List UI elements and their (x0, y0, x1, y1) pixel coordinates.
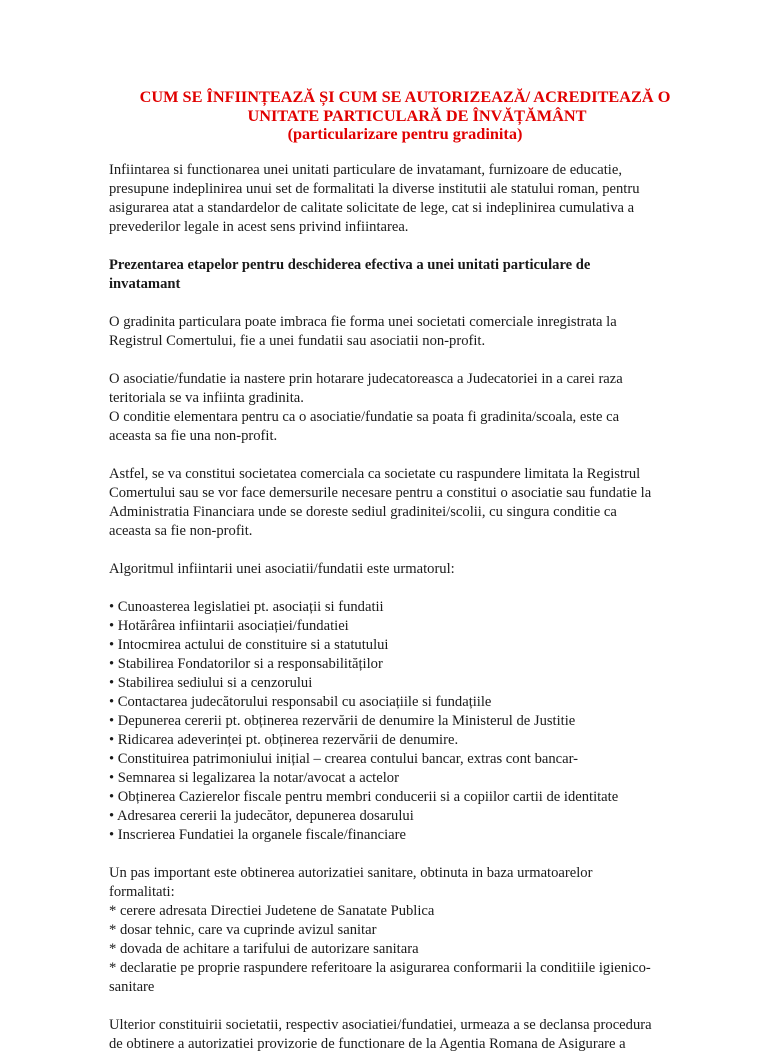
list-item: • Contactarea judecătorului responsabil cu asociațiile si fundațiile (109, 694, 492, 710)
text-line: sanitare (109, 979, 155, 995)
list-item: • Depunerea cererii pt. obținerea rezervării de denumire la Ministerul de Justitie (109, 713, 576, 729)
paragraph-sanitary (109, 864, 709, 997)
section-heading (109, 256, 709, 294)
title-line-1: CUM SE ÎNFIINȚEAZĂ ȘI CUM SE AUTORIZEAZĂ/ ACREDITEAZĂ O (139, 87, 671, 106)
text-line: Astfel, se va constitui societatea comerciala ca societate cu raspundere limitata la Registrul (109, 466, 641, 482)
text-line: asigurarea atat a standardelor de calitate solicitate de lege, cat si indeplinirea cumulativa a (109, 200, 635, 216)
text-line: * cerere adresata Directiei Judetene de Sanatate Publica (109, 903, 435, 919)
paragraph-procedure (109, 1016, 709, 1054)
text-line: O conditie elementara pentru ca o asociatie/fundatie sa poata fi gradinita/scoala, este ca (109, 409, 620, 425)
paragraph-association (109, 370, 709, 446)
text-line: * dosar tehnic, care va cuprinde avizul sanitar (109, 922, 377, 938)
title-line-2: UNITATE PARTICULARĂ DE ÎNVĂȚĂMÂNT (247, 105, 587, 125)
text-line: * dovada de achitare a tarifului de autorizare sanitara (109, 941, 419, 957)
list-item: • Constituirea patrimoniului inițial – crearea contului bancar, extras cont bancar- (109, 751, 579, 767)
text-line: Comertului sau se vor face demersurile necesare pentru a constitui o asociatie sau fundatie la (109, 485, 652, 501)
text-line: formalitati: (109, 884, 175, 900)
paragraph-constitution (109, 465, 709, 541)
steps-list (109, 598, 709, 845)
document-body (109, 161, 709, 1054)
text-line: aceasta sa fie non-profit. (109, 523, 253, 539)
title-subtitle: (particularizare pentru gradinita) (287, 124, 523, 143)
text-line: Administratia Financiara unde se doreste sediul gradinitei/scolii, cu singura conditie ca (109, 504, 617, 520)
intro-paragraph (109, 161, 709, 237)
text-line: Un pas important este obtinerea autorizatiei sanitare, obtinuta in baza urmatoarelor (109, 865, 593, 881)
heading-line: invatamant (109, 276, 181, 292)
text-line: aceasta sa fie una non-profit. (109, 428, 278, 444)
text-line: Registrul Comertului, fie a unei fundatii sau asociatii non-profit. (109, 333, 486, 349)
text-line: teritoriala se va infiinta gradinita. (109, 390, 304, 406)
text-line: * declaratie pe proprie raspundere referitoare la asigurarea conformarii la conditiile igienico- (109, 960, 651, 976)
list-item: • Stabilirea sediului si a cenzorului (109, 675, 313, 691)
text-line: de obtinere a autorizatiei provizorie de functionare de la Agentia Romana de Asigurare a (109, 1036, 626, 1052)
list-item: • Semnarea si legalizarea la notar/avocat a actelor (109, 770, 399, 786)
text-line: O gradinita particulara poate imbraca fie forma unei societati comerciale inregistrata la (109, 314, 617, 330)
paragraph-forms (109, 313, 709, 351)
list-item: • Hotărârea infiintarii asociației/fundatiei (109, 618, 349, 634)
document-title (110, 88, 700, 144)
text-line: presupune indeplinirea unui set de formalitati la diverse institutii ale statului roman, pentru (109, 181, 640, 197)
list-item: • Inscrierea Fundatiei la organele fiscale/financiare (109, 827, 406, 843)
text-line: Infiintarea si functionarea unei unitati particulare de invatamant, furnizoare de educatie, (109, 162, 622, 178)
list-item: • Adresarea cererii la judecător, depunerea dosarului (109, 808, 414, 824)
list-item: • Obținerea Cazierelor fiscale pentru membri conducerii si a copiilor cartii de identitate (109, 789, 619, 805)
list-item: • Stabilirea Fondatorilor si a responsabilităților (109, 656, 383, 672)
text-line: O asociatie/fundatie ia nastere prin hotarare judecatoreasca a Judecatoriei in a carei raza (109, 371, 623, 387)
text-line: prevederilor legale in acest sens privind infiintarea. (109, 219, 409, 235)
algorithm-intro: Algoritmul infiintarii unei asociatii/fundatii este urmatorul: (109, 561, 455, 577)
list-item: • Cunoasterea legislatiei pt. asociații si fundatii (109, 599, 384, 615)
text-line: Ulterior constituirii societatii, respectiv asociatiei/fundatiei, urmeaza a se declansa procedura (109, 1017, 652, 1033)
list-item: • Ridicarea adeverinței pt. obținerea rezervării de denumire. (109, 732, 459, 748)
heading-line: Prezentarea etapelor pentru deschiderea efectiva a unei unitati particulare de (109, 257, 591, 273)
list-item: • Intocmirea actului de constituire si a statutului (109, 637, 389, 653)
